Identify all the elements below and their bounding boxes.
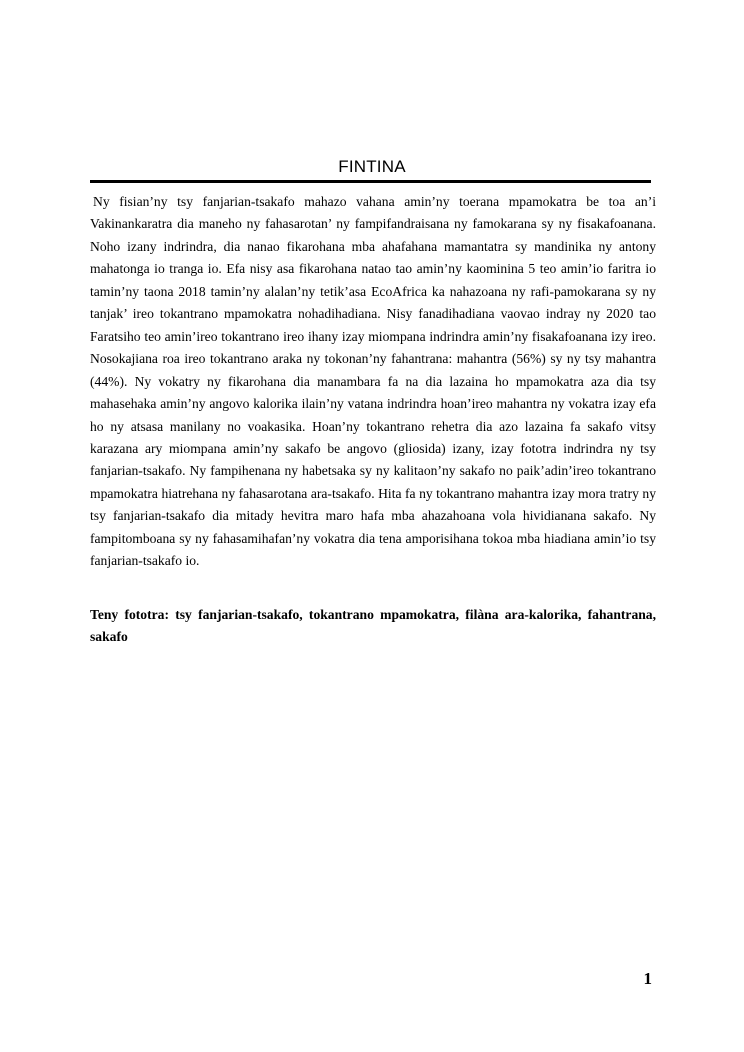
page-number: 1 — [643, 969, 652, 988]
section-heading: FINTINA — [338, 157, 406, 176]
keywords-paragraph: Teny fototra: tsy fanjarian-tsakafo, tokantrano mpamokatra, filàna ara-kalorika, fahantrana, sakafo — [90, 607, 656, 645]
heading-underline — [90, 180, 651, 183]
abstract-paragraph: Ny fisian’ny tsy fanjarian-tsakafo mahazo vahana amin’ny toerana mpamokatra be toa an’i Vakinankaratra dia maneho ny fahasarotan’ ny fampifandraisana ny famokarana sy ny fisakafoanana. Noho izany indrindra, dia nanao fikarohana mba ahafahana mamantatra sy mandinika ny antony mahatonga io tranga io. Efa nisy asa fikarohana natao tao amin’ny kaominina 5 teo amin’io faritra io tamin’ny taona 2018 tamin’ny alalan’ny tetik’asa EcoAfrica ka nahazoana ny rafi-pamokarana sy ny tanjak’ ireo tokantrano mpamokatra nohadihadiana. Nisy fanadihadiana vaovao indray ny 2020 tao Faratsiho teo amin’ireo tokantrano ireo ihany izay miompana indrindra amin’ny fisakafoanana izy ireo. Nosokajiana roa ireo tokantrano araka ny tokonan’ny fahantrana: mahantra (56%) sy ny tsy mahantra (44%). Ny vokatry ny fikarohana dia manambara fa na dia lazaina ho mpamokatra aza dia tsy mahasehaka amin’ny angovo kalorika ilain’ny vatana indrindra hoan’ireo mahantra ny vokatra izay efa ho ny atsasa manilany no voakasika. Hoan’ny tokantrano rehetra dia azo lazaina fa sakafo vitsy karazana ary miompana amin’ny sakafo be angovo (gliosida) izany, izay fototra indrindra ny tsy fanjarian-tsakafo. Ny fampihenana ny habetsaka sy ny kalitaon’ny sakafo no paik’adin’ireo tokantrano mpamokatra hiatrehana ny fahasarotana ara-tsakafo. Hita fa ny tokantrano mahantra izay mora tratry ny tsy fanjarian-tsakafo dia mitady hevitra maro hafa mba ahazahoana vola hividianana sakafo. Ny fampitomboana sy ny fahasamihafan’ny vokatra dia tena amporisihana tokoa mba hiadiana amin’io tsy fanjarian-tsakafo io. — [90, 194, 656, 569]
